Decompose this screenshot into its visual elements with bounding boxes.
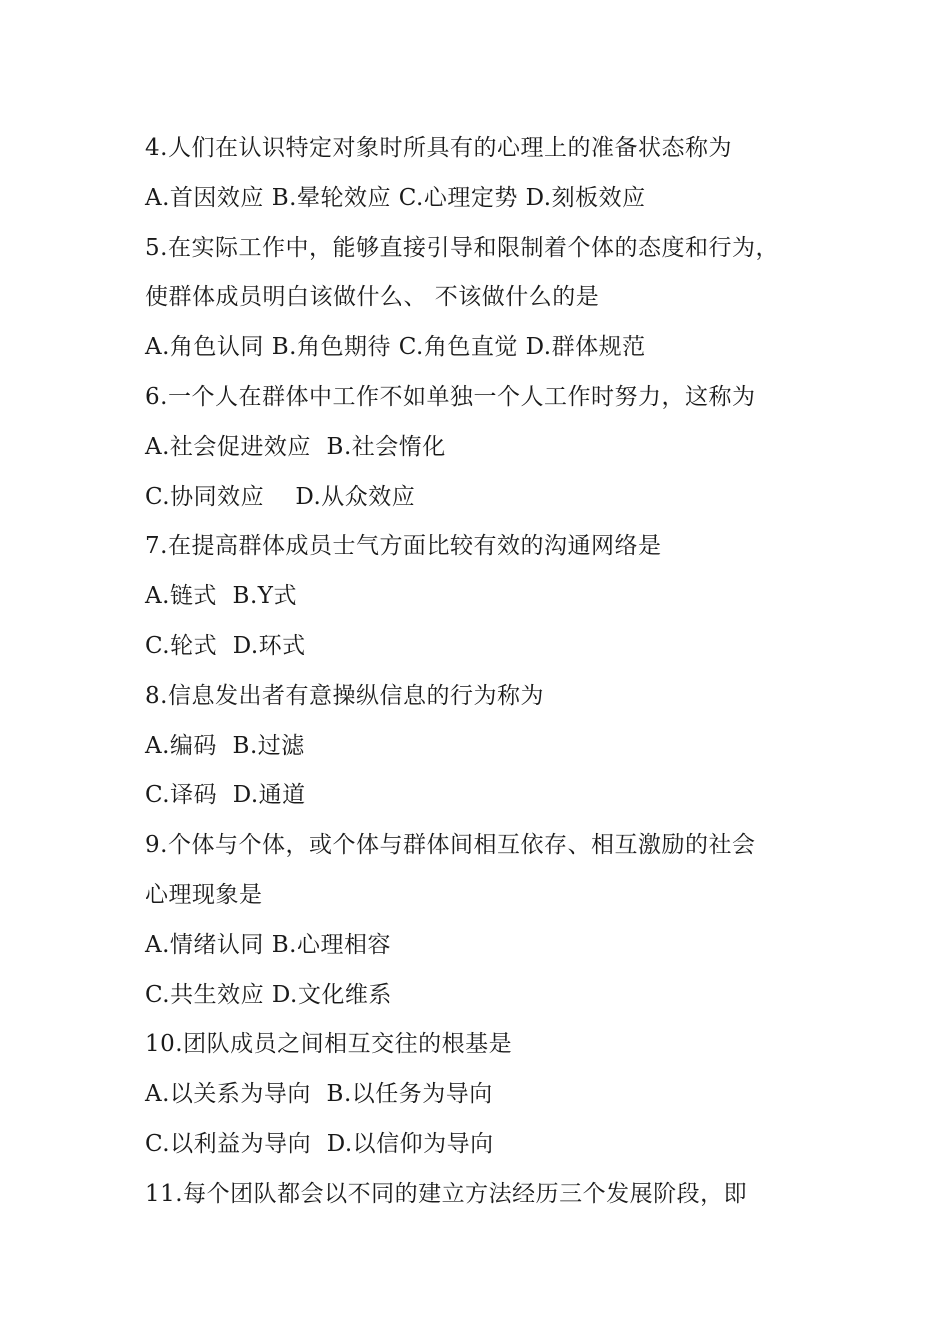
question-8-options-cd: C.译码 D.通道 [145,782,306,809]
question-10-options-cd: C.以利益为导向 D.以信仰为导向 [145,1130,494,1157]
question-8-options-ab: A.编码 B.过滤 [145,732,305,759]
question-7-stem: 7.在提高群体成员士气方面比较有效的沟通网络是 [145,533,662,560]
question-7-options-ab: A.链式 B.Y式 [145,583,297,610]
question-10-options-ab: A.以关系为导向 B.以任务为导向 [145,1081,493,1108]
question-5-stem-line-2: 使群体成员明白该做什么、 不该做什么的是 [145,284,600,311]
question-5-options: A.角色认同 B.角色期待 C.角色直觉 D.群体规范 [145,334,646,361]
question-5-stem-line-1: 5.在实际工作中，能够直接引导和限制着个体的态度和行为， [145,234,779,261]
question-6-options-cd: C.协同效应 D.从众效应 [145,483,416,510]
question-6-options-ab: A.社会促进效应 B.社会惰化 [145,433,446,460]
question-text-block [145,124,845,1220]
question-9-stem-line-1: 9.个体与个体，或个体与群体间相互依存、相互激励的社会 [145,832,756,859]
question-11-stem: 11.每个团队都会以不同的建立方法经历三个发展阶段，即 [145,1180,748,1207]
question-6-stem: 6.一个人在群体中工作不如单独一个人工作时努力，这称为 [145,383,756,410]
question-9-options-ab: A.情绪认同 B.心理相容 [145,931,391,958]
question-9-options-cd: C.共生效应 D.文化维系 [145,981,392,1008]
question-4-options: A.首因效应 B.晕轮效应 C.心理定势 D.刻板效应 [145,184,646,211]
question-7-options-cd: C.轮式 D.环式 [145,632,306,659]
question-8-stem: 8.信息发出者有意操纵信息的行为称为 [145,682,544,709]
question-9-stem-line-2: 心理现象是 [145,881,263,908]
question-4-stem: 4.人们在认识特定对象时所具有的心理上的准备状态称为 [145,135,732,161]
question-10-stem: 10.团队成员之间相互交往的根基是 [145,1031,513,1058]
